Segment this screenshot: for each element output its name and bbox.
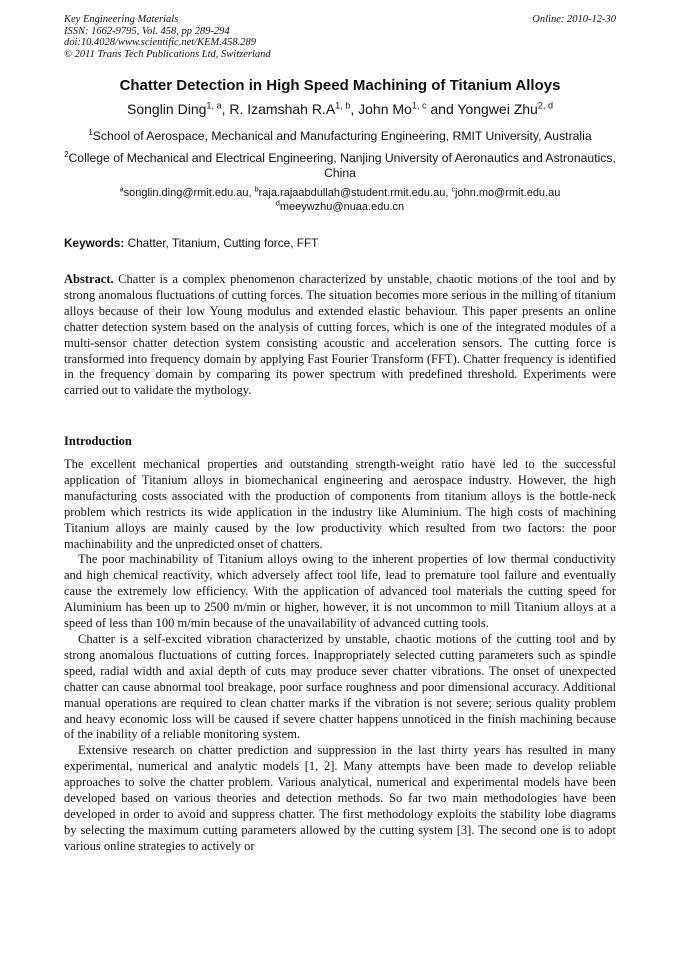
paragraph: The excellent mechanical properties and outstanding strength-weight ratio have led to the successful application of Titanium alloys in biomechanical engineering and aerospace industry. However, the high manufacturing costs associated with the production of components from titanium alloys is the bottle-neck problem which restricts its wide application in the industry like Aluminium. The high costs of machining Titanium alloys are mainly caused by the low productivity which resulted from two factors: the poor machinability and the unpredicted onset of chatters. [64, 457, 616, 551]
doi-line: doi:10.4028/www.scientific.net/KEM.458.289 [64, 37, 256, 49]
copyright-line: © 2011 Trans Tech Publications Ltd, Switzerland [64, 48, 271, 60]
introduction-body [64, 457, 616, 855]
email[interactable]: $^b$raja.rajaabdullah@student.rmit.edu.au [254, 185, 446, 199]
keywords-text: Chatter, Titanium, Cutting force, FFT [124, 236, 319, 250]
abstract [64, 272, 616, 399]
paragraph: Chatter is a self-excited vibration characterized by unstable, chaotic motions of the cutting tool and by strong anomalous fluctuations of cutting forces. Inappropriately selected cutting parameters such as spindle speed, radial width and axial depth of cuts may produce sever chatter vibrations. The onset of unexpected chatter can cause abnormal tool breakage, poor surface roughness and poor dimensional accuracy. Additional manual operations are required to clean chatter marks if the vibration is not severe; serious quality problem and heavy economic loss will be caused if severe chatter happens unnoticed in the finish machining because of the inability of a reliable monitoring system. [64, 631, 616, 742]
affiliation-1: $^1$School of Aerospace, Mechanical and Manufacturing Engineering, RMIT University, Australia [88, 127, 592, 143]
running-header [64, 14, 616, 60]
email[interactable]: $^d$meeywzhu@nuaa.edu.cn [275, 199, 405, 213]
keywords-label: Keywords: [64, 236, 125, 250]
keywords [64, 236, 616, 251]
paragraph: The poor machinability of Titanium alloys owing to the inherent properties of low thermal conductivity and high chemical reactivity, which adversely affect tool life, lead to premature tool failure and eventually cause the extremely low efficiency. With the application of advanced tool materials the cutting speed for Aluminium has been up to 2500 m/min or higher, however, it is not uncommon to mill Titanium alloys at a speed of less than 100 m/min because of the unavailability of advanced cutting tools. [64, 552, 616, 631]
paragraph: Extensive research on chatter prediction and suppression in the last thirty years has resulted in many experimental, numerical and analytic models [1, 2]. Many attempts have been made to develop reliable approaches to solve the chatter problem. Various analytical, numerical and experimental models have been developed based on various theories and detection methods. So far two main methodologies have been developed in order to avoid and suppress chatter. The first methodology exploits the stability lobe diagrams by selecting the maximum cutting parameters allowed by the cutting system [3]. The second one is to adopt various online strategies to actively or [64, 743, 616, 853]
email[interactable]: $^a$songlin.ding@rmit.edu.au [119, 185, 249, 199]
affiliation-2: $^2$College of Mechanical and Electrical Engineering, Nanjing University of Aeronautics and Astronautics, China [64, 149, 616, 180]
abstract-label: Abstract. [64, 272, 114, 286]
journal-name: Key Engineering Materials [64, 14, 179, 25]
email[interactable]: $^c$john.mo@rmit.edu.au [451, 185, 561, 199]
online-date: Online: 2010-12-30 [532, 14, 616, 25]
author-emails: $^a$songlin.ding@rmit.edu.au, $^b$raja.rajaabdullah@student.rmit.edu.au, $^c$john.mo@rmit.edu.au $^d$meeywzhu@nuaa.edu.cn [119, 185, 561, 213]
abstract-text: Chatter is a complex phenomenon characterized by unstable, chaotic motions of the tool and by strong anomalous fluctuations of cutting forces. The situation becomes more serious in the milling of titanium alloys because of their low Young modulus and extended elastic behaviour. This paper presents an online chatter detection system based on the analysis of cutting forces, which is one of the integrated modules of a multi-sensor chatter detection system consisting acoustic and acceleration sensors. The cutting force is transformed into frequency domain by applying Fast Fourier Transform (FFT). Chatter frequency is identified in the frequency domain by comparing its power spectrum with predefined threshold. Experiments were carried out to validate the mythology. [64, 272, 616, 398]
section-heading-introduction: Introduction [64, 434, 132, 448]
author: R. Izamshah $R.A^{1, b}$, [229, 100, 359, 117]
author-list [40, 100, 640, 119]
issn-line: ISSN: 1662-9795, Vol. 458, pp 289-294 [64, 25, 230, 37]
author: Yongwei Zhu$^{2, d}$ [457, 100, 553, 117]
author: Songlin Ding$^{1, a}$, [127, 100, 230, 117]
author: John Mo$^{1, c}$ and [358, 100, 458, 117]
paper-title: Chatter Detection in High Speed Machining of Titanium Alloys [119, 77, 561, 94]
